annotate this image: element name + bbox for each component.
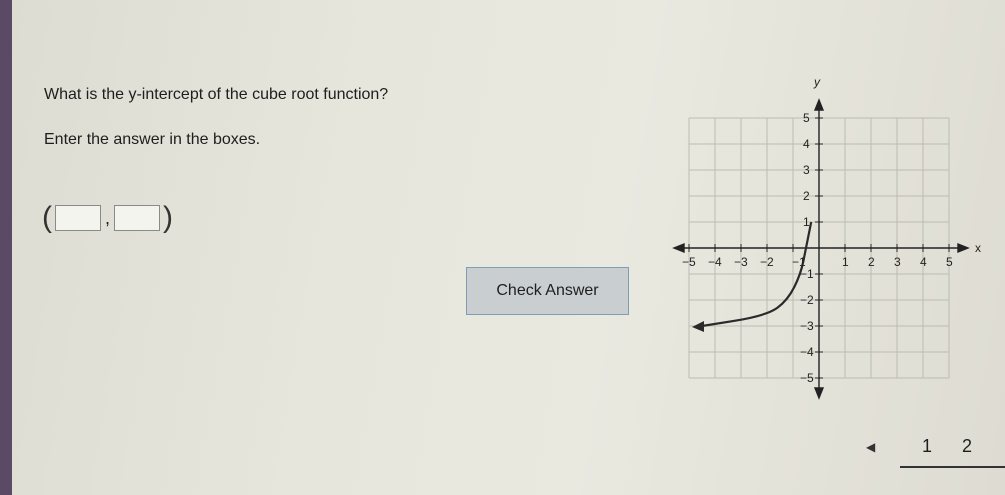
y-tick-label: −2 [800,293,814,307]
pagination [860,436,1005,476]
axes [674,100,968,398]
y-tick-label: −1 [800,267,814,281]
x-tick-label: −3 [734,255,748,269]
x-tick-label: −5 [682,255,696,269]
y-tick-label: −3 [800,319,814,333]
check-answer-button[interactable]: Check Answer [466,267,629,315]
x-tick-label: 2 [868,255,875,269]
x-tick-label: 1 [842,255,849,269]
open-paren: ( [42,201,52,234]
x-axis-label: x [975,241,981,255]
y-axis-arrow-icon [815,100,823,110]
comma: , [105,208,111,228]
left-edge-strip [0,0,12,495]
y-axis-label: y [814,75,820,89]
answer-ordered-pair [42,200,173,236]
x-axis-left-arrow-icon [674,244,684,252]
pagination-underline [900,466,1005,468]
x-tick-label: −4 [708,255,722,269]
x-tick-label: 5 [946,255,953,269]
x-tick-label: 3 [894,255,901,269]
y-axis-down-arrow-icon [815,388,823,398]
close-paren: ) [163,201,174,234]
x-axis-arrow-icon [958,244,968,252]
y-tick-label: 4 [803,137,810,151]
y-tick-label: −4 [800,345,814,359]
y-answer-box[interactable] [114,205,160,231]
y-tick-label: −5 [800,371,814,385]
x-tick-label: −2 [760,255,774,269]
x-answer-box[interactable] [55,205,101,231]
x-tick-label: −1 [792,255,806,269]
instruction-text: Enter the answer in the boxes. [44,131,261,148]
y-tick-label: 2 [803,189,810,203]
x-tick-label: 4 [920,255,927,269]
previous-page-arrow-icon[interactable]: ◀ [866,440,876,454]
question-text: What is the y-intercept of the cube root function? [44,86,389,103]
curve-arrow-icon [692,321,704,332]
page-2-link[interactable]: 2 [962,436,973,456]
y-tick-label: 5 [803,111,810,125]
page-1-link[interactable]: 1 [922,436,933,456]
y-tick-label: 1 [803,215,810,229]
coordinate-graph [660,70,980,410]
y-tick-label: 3 [803,163,810,177]
